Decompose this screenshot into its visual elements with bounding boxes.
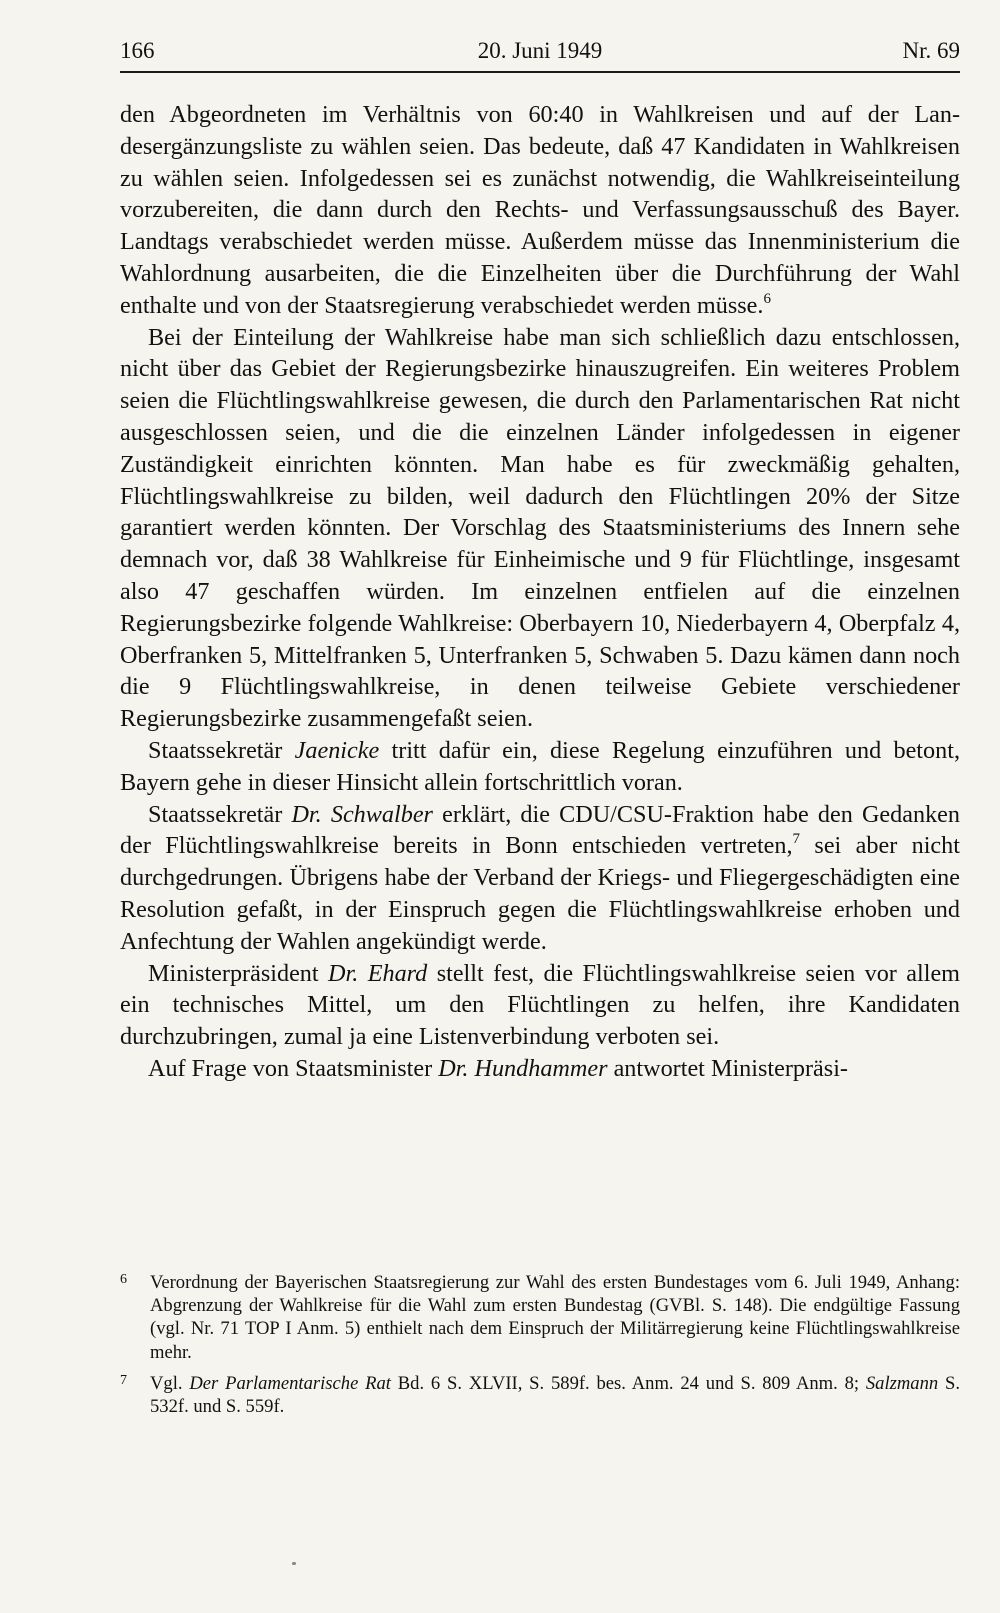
paragraph-3 xyxy=(120,735,960,799)
footnotes xyxy=(120,1271,960,1426)
footnote-7-title: Der Parlamentarische Rat xyxy=(189,1372,391,1394)
header-date: 20. Juni 1949 xyxy=(477,38,603,63)
footnote-7-text: Bd. 6 S. XLVII, S. 589f. bes. Anm. 24 und S. 809 Anm. 8; xyxy=(390,1372,866,1394)
issue-number: Nr. 69 xyxy=(902,38,960,63)
paragraph-4-text-cont: sei aber nicht durchgedrungen. Übrigens habe der Verband der Kriegs- und Fliegergeschädigten eine Resolution gefaßt, in der Einspruch gegen die Flüchtlingswahlkreise erhoben und Anfechtung der Wahlen angekündigt werde. xyxy=(120,832,960,955)
paragraph-4-lead: Staatssekretär xyxy=(148,800,292,828)
paragraph-6-lead: Auf Frage von Staatsminister xyxy=(148,1054,439,1082)
paragraph-1-text: den Abgeordneten im Verhältnis von 60:40 in Wahlkreisen und auf der Landesergänzungsliste zu wählen seien. Das bedeute, daß 47 Kandidaten in Wahlkreisen zu wählen seien. Infolgedessen sei es zunächst notwendig, die Wahlkreiseinteilung vorzubereiten, die dann durch den Rechts- und Verfassungsausschuß des Bayer. Landtags verabschiedet werden müsse. Außerdem müsse das Innenministerium die Wahlordnung ausarbeiten, die die Einzelheiten über die Durchführung der Wahl enthalte und von der Staatsregierung verabschiedet werden müsse. xyxy=(120,101,960,319)
paragraph-4-text: erklärt, die CDU/CSU-Fraktion habe den Gedanken der Flüchtlingswahlkreise bereits in Bonn entschieden vertreten, xyxy=(120,800,961,860)
footnote-ref-6[interactable]: 6 xyxy=(763,290,771,307)
paragraph-6 xyxy=(120,1053,960,1085)
speaker-name: Dr. Schwalber xyxy=(291,800,433,828)
footnote-7-lead: Vgl. xyxy=(150,1372,190,1394)
footnote-7 xyxy=(120,1372,960,1418)
page-number: 166 xyxy=(120,38,155,63)
paragraph-6-text: antwortet Ministerpräsi- xyxy=(607,1054,848,1082)
footnote-7-mark: 7 xyxy=(120,1372,127,1388)
paragraph-5 xyxy=(120,958,960,1053)
scan-speck xyxy=(292,1562,296,1565)
paragraph-3-text: tritt dafür ein, diese Regelung einzuführen und betont, Bayern gehe in dieser Hinsicht allein fortschrittlich voran. xyxy=(120,736,960,796)
speaker-name: Dr. Hundhammer xyxy=(438,1054,608,1082)
footnote-6-mark: 6 xyxy=(120,1272,127,1287)
paragraph-4 xyxy=(120,799,960,958)
paragraph-1 xyxy=(120,99,960,322)
paragraph-3-lead: Staatssekretär xyxy=(148,736,295,764)
paragraph-5-lead: Ministerpräsident xyxy=(148,959,329,987)
speaker-name: Dr. Ehard xyxy=(328,959,428,987)
footnote-6-text: Verordnung der Bayerischen Staatsregierung zur Wahl des ersten Bundestages vom 6. Juli 1949, Anhang: Abgrenzung der Wahlkreise für die Wahl zum ersten Bundestag (GVBl. S. 148). Die endgültige Fassung (vgl. Nr. 71 TOP I Anm. 5) enthielt nach dem Einspruch der Militärregierung keine Flüchtlingswahlkreise mehr. xyxy=(150,1272,960,1363)
header-rule xyxy=(120,71,960,73)
footnote-7-author: Salzmann xyxy=(865,1372,939,1394)
footnote-6 xyxy=(120,1271,960,1364)
running-header xyxy=(120,38,960,70)
paragraph-2: Bei der Einteilung der Wahlkreise habe man sich schließlich dazu entschlossen, nicht über das Gebiet der Regierungsbezirke hinauszugreifen. Ein weiteres Problem seien die Flüchtlingswahlkreise gewesen, die durch den Parlamentarischen Rat nicht ausgeschlossen seien, und die die einzelnen Länder infolgedessen in eigener Zuständigkeit einrichten könnten. Man habe es für zweckmäßig gehalten, Flüchtlingswahlkreise zu bilden, weil dadurch den Flüchtlingen 20% der Sitze garantiert werden könnten. Der Vorschlag des Staatsministeriums des Innern sehe demnach vor, daß 38 Wahlkreise für Einheimische und 9 für Flüchtlinge, insgesamt also 47 geschaffen würden. Im einzelnen entfielen auf die einzelnen Regierungsbezirke folgende Wahlkreise: Oberbayern 10, Niederbayern 4, Oberpfalz 4, Oberfranken 5, Mittelfranken 5, Unterfranken 5, Schwaben 5. Dazu kämen dann noch die 9 Flüchtlingswahlkreise, in denen teilweise Gebiete verschiedener Regierungsbezirke zusammengefaßt seien. xyxy=(120,323,960,733)
speaker-name: Jaenicke xyxy=(294,736,380,764)
paragraph-5-text: stellt fest, die Flüchtlingswahlkreise seien vor allem ein technisches Mittel, um den Flüchtlingen zu helfen, ihre Kandidaten durchzubringen, zumal ja eine Listenverbindung verboten sei. xyxy=(120,959,960,1051)
footnote-7-tail: S. 532f. und S. 559f. xyxy=(150,1372,961,1418)
footnote-ref-7[interactable]: 7 xyxy=(792,831,801,848)
body-text xyxy=(120,99,960,1085)
